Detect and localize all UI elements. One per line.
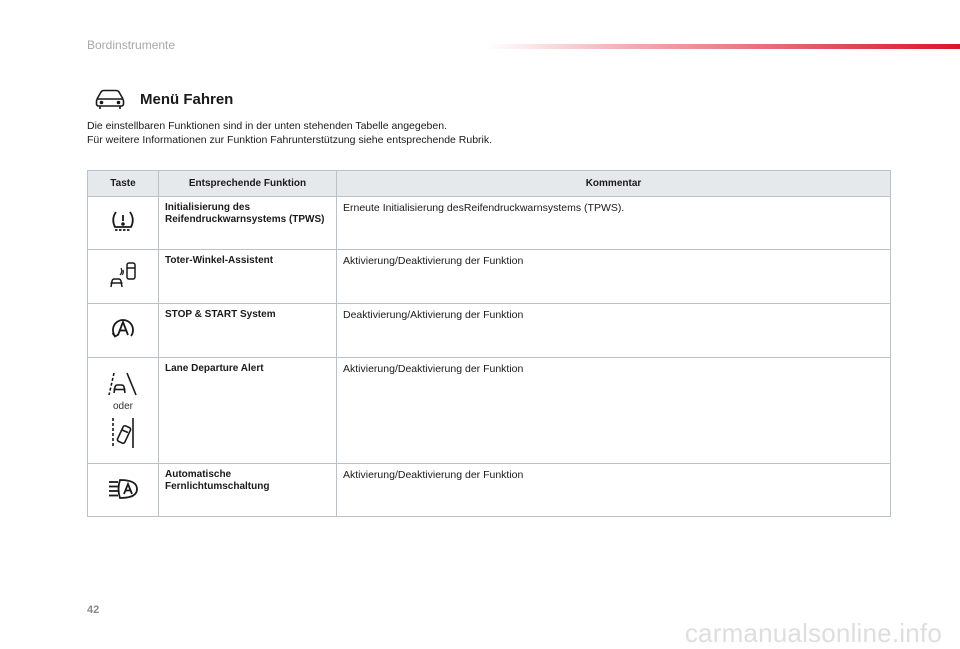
comment-cell: Erneute Initialisierung desReifendruckwarnsystems (TPWS). — [337, 197, 891, 250]
running-header: Bordinstrumente — [87, 38, 176, 52]
function-cell: Lane Departure Alert — [159, 358, 337, 464]
intro-line: Die einstellbaren Funktionen sind in der unten stehenden Tabelle angegeben. — [87, 120, 447, 132]
watermark: carmanualsonline.info — [684, 618, 942, 648]
section-title: Menü Fahren — [140, 90, 234, 108]
key-cell — [88, 197, 159, 250]
lane-departure-alt-icon — [110, 416, 136, 450]
table-row — [88, 304, 891, 358]
function-cell: Toter-Winkel-Assistent — [159, 250, 337, 304]
key-cell — [88, 464, 159, 517]
auto-high-beam-icon — [107, 478, 139, 500]
intro-line: Für weitere Informationen zur Funktion Fahrunterstützung siehe entsprechende Rubrik. — [87, 134, 493, 146]
table-row — [88, 464, 891, 517]
page-number: 42 — [87, 604, 100, 616]
tpws-icon — [110, 210, 136, 234]
intro-text — [87, 119, 887, 147]
lane-departure-icon — [108, 371, 138, 397]
comment-cell: Deaktivierung/Aktivierung der Funktion — [337, 304, 891, 358]
section-heading — [95, 86, 233, 112]
driving-menu-table — [87, 170, 891, 517]
key-cell — [88, 358, 159, 464]
comment-cell: Aktivierung/Deaktivierung der Funktion — [337, 250, 891, 304]
key-cell — [88, 250, 159, 304]
column-header-key: Taste — [88, 171, 159, 197]
table-row — [88, 250, 891, 304]
blind-spot-icon — [108, 261, 138, 289]
function-cell: STOP & START System — [159, 304, 337, 358]
comment-cell: Aktivierung/Deaktivierung der Funktion — [337, 358, 891, 464]
column-header-comment: Kommentar — [337, 171, 891, 197]
table-row — [88, 358, 891, 464]
stop-start-icon — [109, 316, 137, 342]
function-cell: Automatische Fernlichtumschaltung — [159, 464, 337, 517]
comment-cell: Aktivierung/Deaktivierung der Funktion — [337, 464, 891, 517]
table-row — [88, 197, 891, 250]
alternative-separator: oder — [112, 401, 133, 412]
function-cell: Initialisierung des Reifendruckwarnsystems (TPWS) — [159, 197, 337, 250]
key-cell — [88, 304, 159, 358]
column-header-function: Entsprechende Funktion — [159, 171, 337, 197]
car-icon — [95, 88, 125, 110]
header-accent-rule — [487, 44, 960, 49]
table-header-row — [88, 171, 891, 197]
